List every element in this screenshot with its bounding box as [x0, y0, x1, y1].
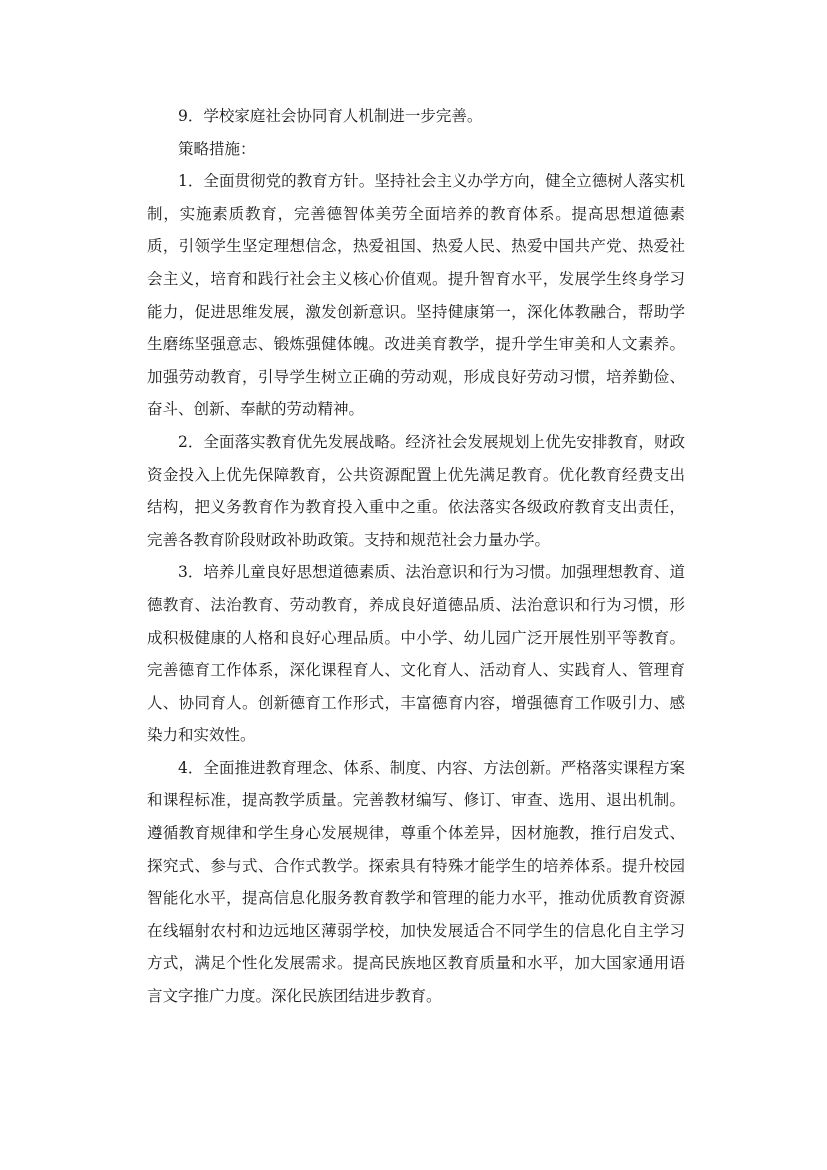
- measure-paragraph-3: 3．培养儿童良好思想道德素质、法治意识和行为习惯。加强理想教育、道德教育、法治教育、劳动教育，养成良好道德品质、法治意识和行为习惯，形成积极健康的人格和良好心理品质。中小学、幼儿园广泛开展性别平等教育。完善德育工作体系，深化课程育人、文化育人、活动育人、实践育人、管理育人、协同育人。创新德育工作形式，丰富德育内容，增强德育工作吸引力、感染力和实效性。: [147, 563, 685, 745]
- measures-heading: 策略措施：: [178, 139, 256, 158]
- document-body: [147, 100, 685, 1013]
- measure-paragraph-2: 2．全面落实教育优先发展战略。经济社会发展规划上优先安排教育，财政资金投入上优先保障教育，公共资源配置上优先满足教育。优化教育经费支出结构，把义务教育作为教育投入重中之重。依法落实各级政府教育支出责任，完善各教育阶段财政补助政策。支持和规范社会力量办学。: [147, 432, 685, 549]
- measure-paragraph-1: 1．全面贯彻党的教育方针。坚持社会主义办学方向，健全立德树人落实机制，实施素质教育，完善德智体美劳全面培养的教育体系。提高思想道德素质，引领学生坚定理想信念，热爱祖国、热爱人民、热爱中国共产党、热爱社会主义，培育和践行社会主义核心价值观。提升智育水平，发展学生终身学习能力，促进思维发展，激发创新意识。坚持健康第一，深化体教融合，帮助学生磨练坚强意志、锻炼强健体魄。改进美育教学，提升学生审美和人文素养。加强劳动教育，引导学生树立正确的劳动观，形成良好劳动习惯，培养勤俭、奋斗、创新、奉献的劳动精神。: [147, 172, 685, 419]
- measure-paragraph-4: 4．全面推进教育理念、体系、制度、内容、方法创新。严格落实课程方案和课程标准，提高教学质量。完善教材编写、修订、审查、选用、退出机制。遵循教育规律和学生身心发展规律，尊重个体差异，因材施教，推行启发式、探究式、参与式、合作式教学。探索具有特殊才能学生的培养体系。提升校园智能化水平，提高信息化服务教育教学和管理的能力水平，推动优质教育资源在线辐射农村和边远地区薄弱学校，加快发展适合不同学生的信息化自主学习方式，满足个性化发展需求。提高民族地区教育质量和水平，加大国家通用语言文字推广力度。深化民族团结进步教育。: [147, 758, 685, 1006]
- goal-item-9: 9．学校家庭社会协同育人机制进一步完善。: [178, 107, 483, 125]
